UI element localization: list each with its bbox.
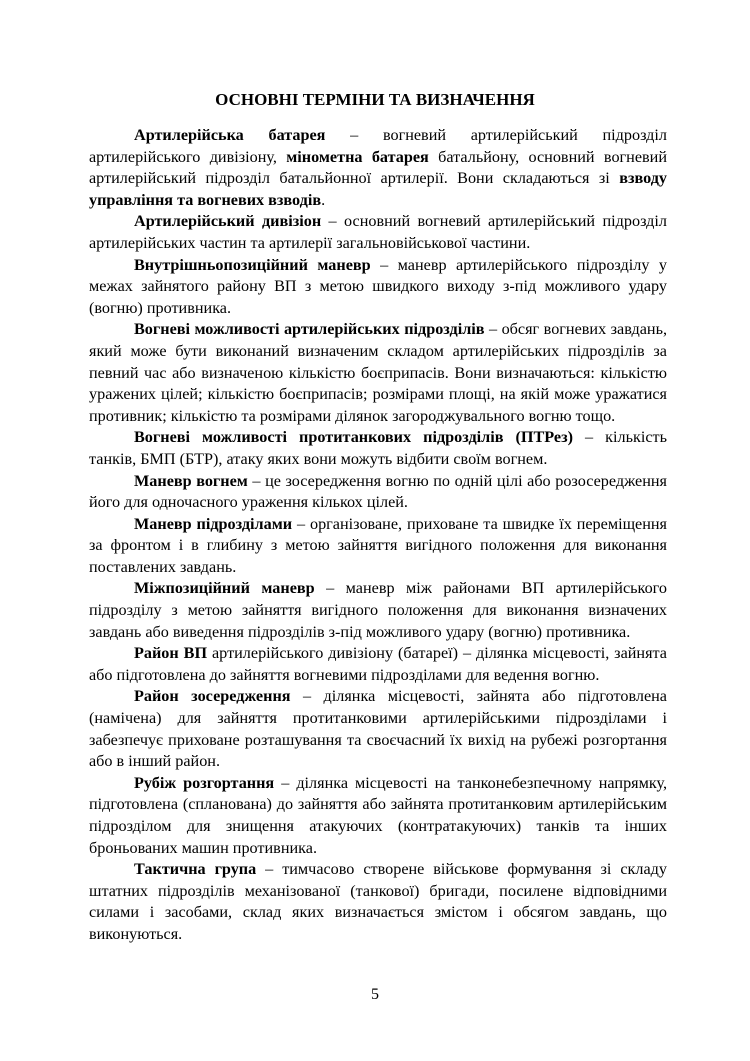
definition-text: – тимчасово створене військове формування зі складу штатних підрозділів механізованої (танкової) бригади, посилене відповідними силами і засобами, склад яких визначається змістом і обсягом завдань, що виконуються. (89, 860, 667, 943)
page-title: ОСНОВНІ ТЕРМІНИ ТА ВИЗНАЧЕННЯ (215, 90, 535, 109)
definition-concentration-area (89, 686, 667, 772)
term: взводу управління та вогневих взводів (89, 169, 667, 209)
term: Артилерійський дивізіон (134, 212, 322, 231)
term: Маневр підрозділами (134, 514, 293, 533)
definitions-list (89, 125, 667, 946)
definition-intra-position-maneuver (89, 255, 667, 320)
term: Внутрішньопозиційний маневр (134, 255, 371, 274)
term: Тактична група (134, 860, 257, 879)
definition-text: – організоване, приховане та швидке їх переміщення за фронтом і в глибину з метою зайняття вигідного положення для виконання поставлених завдань. (89, 514, 668, 576)
term: Вогневі можливості протитанкових підрозділів (ПТРез) (134, 428, 574, 447)
definition-antitank-fire-capabilities (89, 427, 667, 470)
definition-text: – основний вогневий артилерійський підрозділ артилерійських частин та артилерії загальновійськової частини. (89, 212, 667, 252)
term: Артилерійська батарея (134, 126, 326, 144)
term: Вогневі можливості артилерійських підрозділів (134, 320, 485, 339)
term: Район зосередження (134, 687, 291, 706)
definition-text: . (321, 190, 326, 209)
definition-inter-position-maneuver (89, 578, 667, 643)
term: мінометна батарея (286, 147, 429, 166)
definition-text: – обсяг вогневих завдань, який може бути виконаний визначеним складом артилерійських підрозділів за певний час або визначеною кількістю боєприпасів. Вони визначаються: кількістю уражених цілей; кількістю боєприпасів; розмірами площі, на якій може уражатися противник; кількістю та розмірами ділянок загороджувального вогню тощо. (89, 320, 667, 425)
definition-artillery-battery (89, 125, 667, 211)
definition-text: артилерійського дивізіону (батареї) – ділянка місцевості, зайнята або підготовлена до зайняття вогневими підрозділами для ведення вогню. (89, 644, 667, 684)
page-number: 5 (371, 986, 379, 1003)
definition-text: – маневр артилерійського підрозділу у межах зайнятого району ВП з метою швидкого виходу з-під можливого удару (вогню) противника. (89, 255, 667, 317)
definition-text: – ділянка місцевості, зайнята або підготовлена (намічена) для зайняття протитанковими артилерійськими підрозділами і забезпечує приховане розташування та своєчасний їх вихід на рубежі розгортання або в інший район. (89, 687, 667, 771)
definition-text: – маневр між районами ВП артилерійського підрозділу з метою зайняття вигідного положення для виконання визначених завдань або виведення підрозділів з-під можливого удару (вогню) противника. (89, 579, 667, 641)
term: Рубіж розгортання (134, 773, 275, 792)
definition-text: батальйону, основний вогневий артилерійський підрозділ батальйонної артилерії. Вони складаються зі (89, 147, 667, 188)
term: Маневр вогнем (134, 471, 248, 490)
definition-text: – ділянка місцевості на танконебезпечному напрямку, підготовлена (спланована) до зайняття або зайнята протитанковим артилерійським підрозділом для знищення атакуючих (контратакуючих) танків та інших броньованих машин противника. (89, 773, 668, 857)
definition-text: – вогневий артилерійський підрозділ артилерійського дивізіону, (89, 126, 667, 166)
definition-fire-maneuver (89, 471, 667, 514)
term: Район ВП (134, 644, 208, 663)
definition-text: – це зосередження вогню по одній цілі або розосередження його для одночасного ураження кількох цілей. (89, 471, 668, 512)
term: Міжпозиційний маневр (134, 579, 315, 598)
definition-artillery-division (89, 211, 667, 254)
definition-artillery-fire-capabilities (89, 319, 667, 427)
definition-tactical-group (89, 859, 667, 945)
definition-firing-position-area (89, 643, 667, 686)
definition-unit-maneuver (89, 514, 667, 579)
definition-deployment-line (89, 773, 667, 859)
definition-text: – кількість танків, БМП (БТР), атаку яких вони можуть відбити своїм вогнем. (89, 428, 667, 468)
